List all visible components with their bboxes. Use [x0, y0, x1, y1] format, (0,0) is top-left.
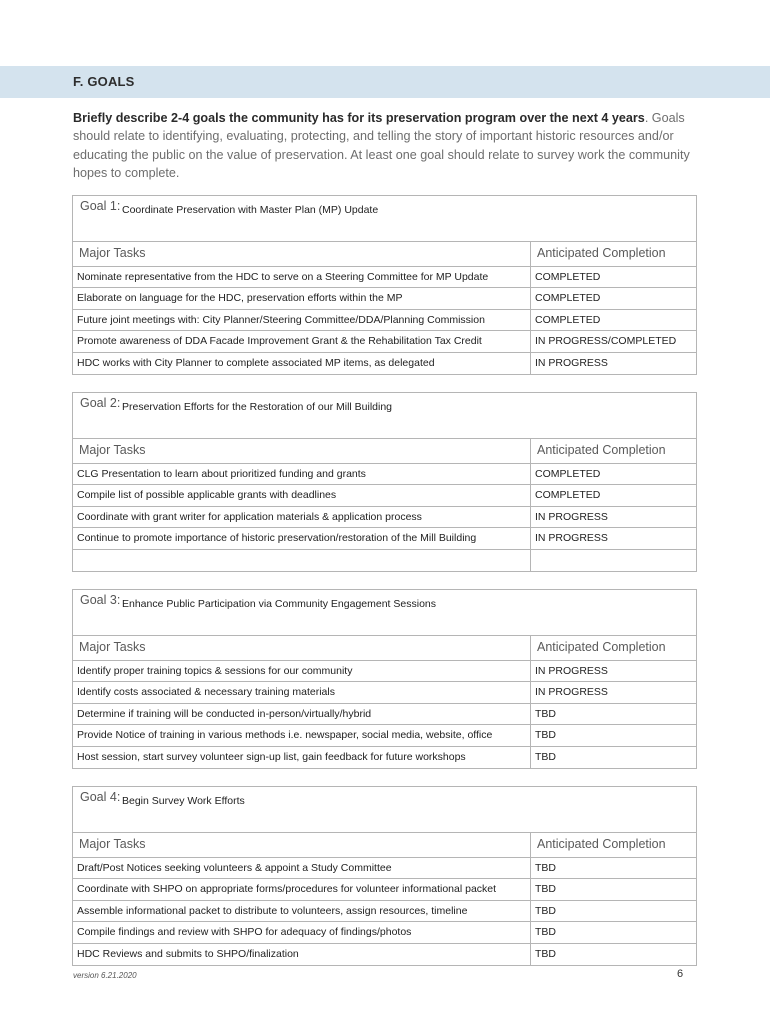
table-row: [73, 704, 696, 725]
table-row: [73, 353, 696, 374]
version-label: version 6.21.2020: [73, 971, 137, 980]
status-cell: TBD: [535, 904, 556, 917]
status-cell: TBD: [535, 883, 556, 896]
goal-header: [73, 590, 696, 636]
goal-title: Begin Survey Work Efforts: [122, 795, 245, 807]
table-row: [73, 550, 696, 571]
task-cell: Draft/Post Notices seeking volunteers & appoint a Study Committee: [73, 858, 531, 878]
task-cell: Coordinate with grant writer for application materials & application process: [73, 507, 531, 527]
task-cell: CLG Presentation to learn about prioritized funding and grants: [73, 464, 531, 484]
status-cell: IN PROGRESS: [535, 686, 608, 699]
table-row: [73, 725, 696, 746]
status-cell: TBD: [535, 750, 556, 763]
intro-rest-text: . Goals should relate to identifying, evaluating, protecting, and telling the story of important historic resources and/or educating the public on the value of preservation. At least one goal should relate to survey work the community hopes to complete.: [73, 111, 690, 180]
status-cell: IN PROGRESS: [535, 510, 608, 523]
goal-4-table: [72, 786, 697, 966]
status-cell: IN PROGRESS/COMPLETED: [535, 335, 677, 348]
status-cell: IN PROGRESS: [535, 356, 608, 369]
task-cell: Provide Notice of training in various methods i.e. newspaper, social media, website, office: [73, 725, 531, 745]
goal-2-table: [72, 392, 697, 572]
section-header-band: [0, 66, 770, 98]
status-cell: COMPLETED: [535, 489, 601, 502]
column-header-tasks: Major Tasks: [73, 833, 531, 857]
task-cell: Host session, start survey volunteer sign-up list, gain feedback for future workshops: [73, 747, 531, 768]
table-row: [73, 267, 696, 288]
goal-label: Goal 3:: [80, 593, 121, 607]
task-cell: Promote awareness of DDA Facade Improvement Grant & the Rehabilitation Tax Credit: [73, 331, 531, 351]
status-cell: IN PROGRESS: [535, 665, 608, 677]
task-cell: [73, 550, 531, 571]
table-header-row: [73, 242, 696, 267]
column-header-completion: Anticipated Completion: [537, 443, 666, 457]
table-row: [73, 922, 696, 943]
page-number: 6: [677, 968, 684, 980]
status-cell: TBD: [535, 862, 556, 874]
table-header-row: [73, 439, 696, 464]
column-header-tasks: Major Tasks: [73, 242, 531, 266]
goal-header: [73, 787, 696, 833]
goal-1-table: [72, 195, 697, 375]
table-row: [73, 507, 696, 528]
task-cell: HDC Reviews and submits to SHPO/finalization: [73, 944, 531, 965]
table-row: [73, 747, 696, 768]
column-header-completion: Anticipated Completion: [537, 246, 666, 260]
task-cell: Future joint meetings with: City Planner/Steering Committee/DDA/Planning Commission: [73, 310, 531, 330]
table-row: [73, 288, 696, 309]
table-row: [73, 661, 696, 682]
table-row: [73, 682, 696, 703]
goal-title: Enhance Public Participation via Community Engagement Sessions: [122, 598, 437, 610]
column-header-completion: Anticipated Completion: [537, 837, 666, 851]
task-cell: Elaborate on language for the HDC, preservation efforts within the MP: [73, 288, 531, 308]
task-cell: Nominate representative from the HDC to serve on a Steering Committee for MP Update: [73, 267, 531, 287]
goal-label: Goal 4:: [80, 790, 121, 804]
status-cell: COMPLETED: [535, 271, 601, 283]
column-header-tasks: Major Tasks: [73, 636, 531, 660]
table-row: [73, 331, 696, 352]
status-cell: COMPLETED: [535, 292, 601, 305]
goal-title: Preservation Efforts for the Restoration of our Mill Building: [122, 401, 393, 413]
goal-label: Goal 1:: [80, 199, 121, 213]
table-row: [73, 879, 696, 900]
status-cell: TBD: [535, 729, 556, 742]
status-cell: COMPLETED: [535, 313, 601, 326]
table-row: [73, 901, 696, 922]
task-cell: HDC works with City Planner to complete associated MP items, as delegated: [73, 353, 531, 374]
status-cell: [531, 550, 696, 571]
column-header-tasks: Major Tasks: [73, 439, 531, 463]
task-cell: Continue to promote importance of historic preservation/restoration of the Mill Building: [73, 528, 531, 548]
status-cell: TBD: [535, 926, 556, 939]
table-row: [73, 485, 696, 506]
table-row: [73, 944, 696, 965]
goal-title: Coordinate Preservation with Master Plan (MP) Update: [122, 204, 379, 216]
section-title: F. GOALS: [73, 74, 135, 89]
column-header-completion: Anticipated Completion: [537, 640, 666, 654]
task-cell: Coordinate with SHPO on appropriate forms/procedures for volunteer informational packet: [73, 879, 531, 899]
task-cell: Compile findings and review with SHPO for adequacy of findings/photos: [73, 922, 531, 942]
goal-header: [73, 393, 696, 439]
task-cell: Identify costs associated & necessary training materials: [73, 682, 531, 702]
status-cell: IN PROGRESS: [535, 532, 608, 545]
status-cell: COMPLETED: [535, 468, 601, 480]
table-header-row: [73, 636, 696, 661]
task-cell: Determine if training will be conducted in-person/virtually/hybrid: [73, 704, 531, 724]
table-row: [73, 464, 696, 485]
intro-bold-text: Briefly describe 2-4 goals the community has for its preservation program over the next 4 years: [73, 111, 645, 125]
table-row: [73, 858, 696, 879]
task-cell: Assemble informational packet to distribute to volunteers, assign resources, timeline: [73, 901, 531, 921]
table-row: [73, 310, 696, 331]
task-cell: Compile list of possible applicable grants with deadlines: [73, 485, 531, 505]
goal-header: [73, 196, 696, 242]
table-row: [73, 528, 696, 549]
goal-3-table: [72, 589, 697, 769]
intro-paragraph: [73, 109, 693, 182]
goal-label: Goal 2:: [80, 396, 121, 410]
status-cell: TBD: [535, 947, 556, 960]
status-cell: TBD: [535, 707, 556, 720]
table-header-row: [73, 833, 696, 858]
task-cell: Identify proper training topics & sessions for our community: [73, 661, 531, 681]
